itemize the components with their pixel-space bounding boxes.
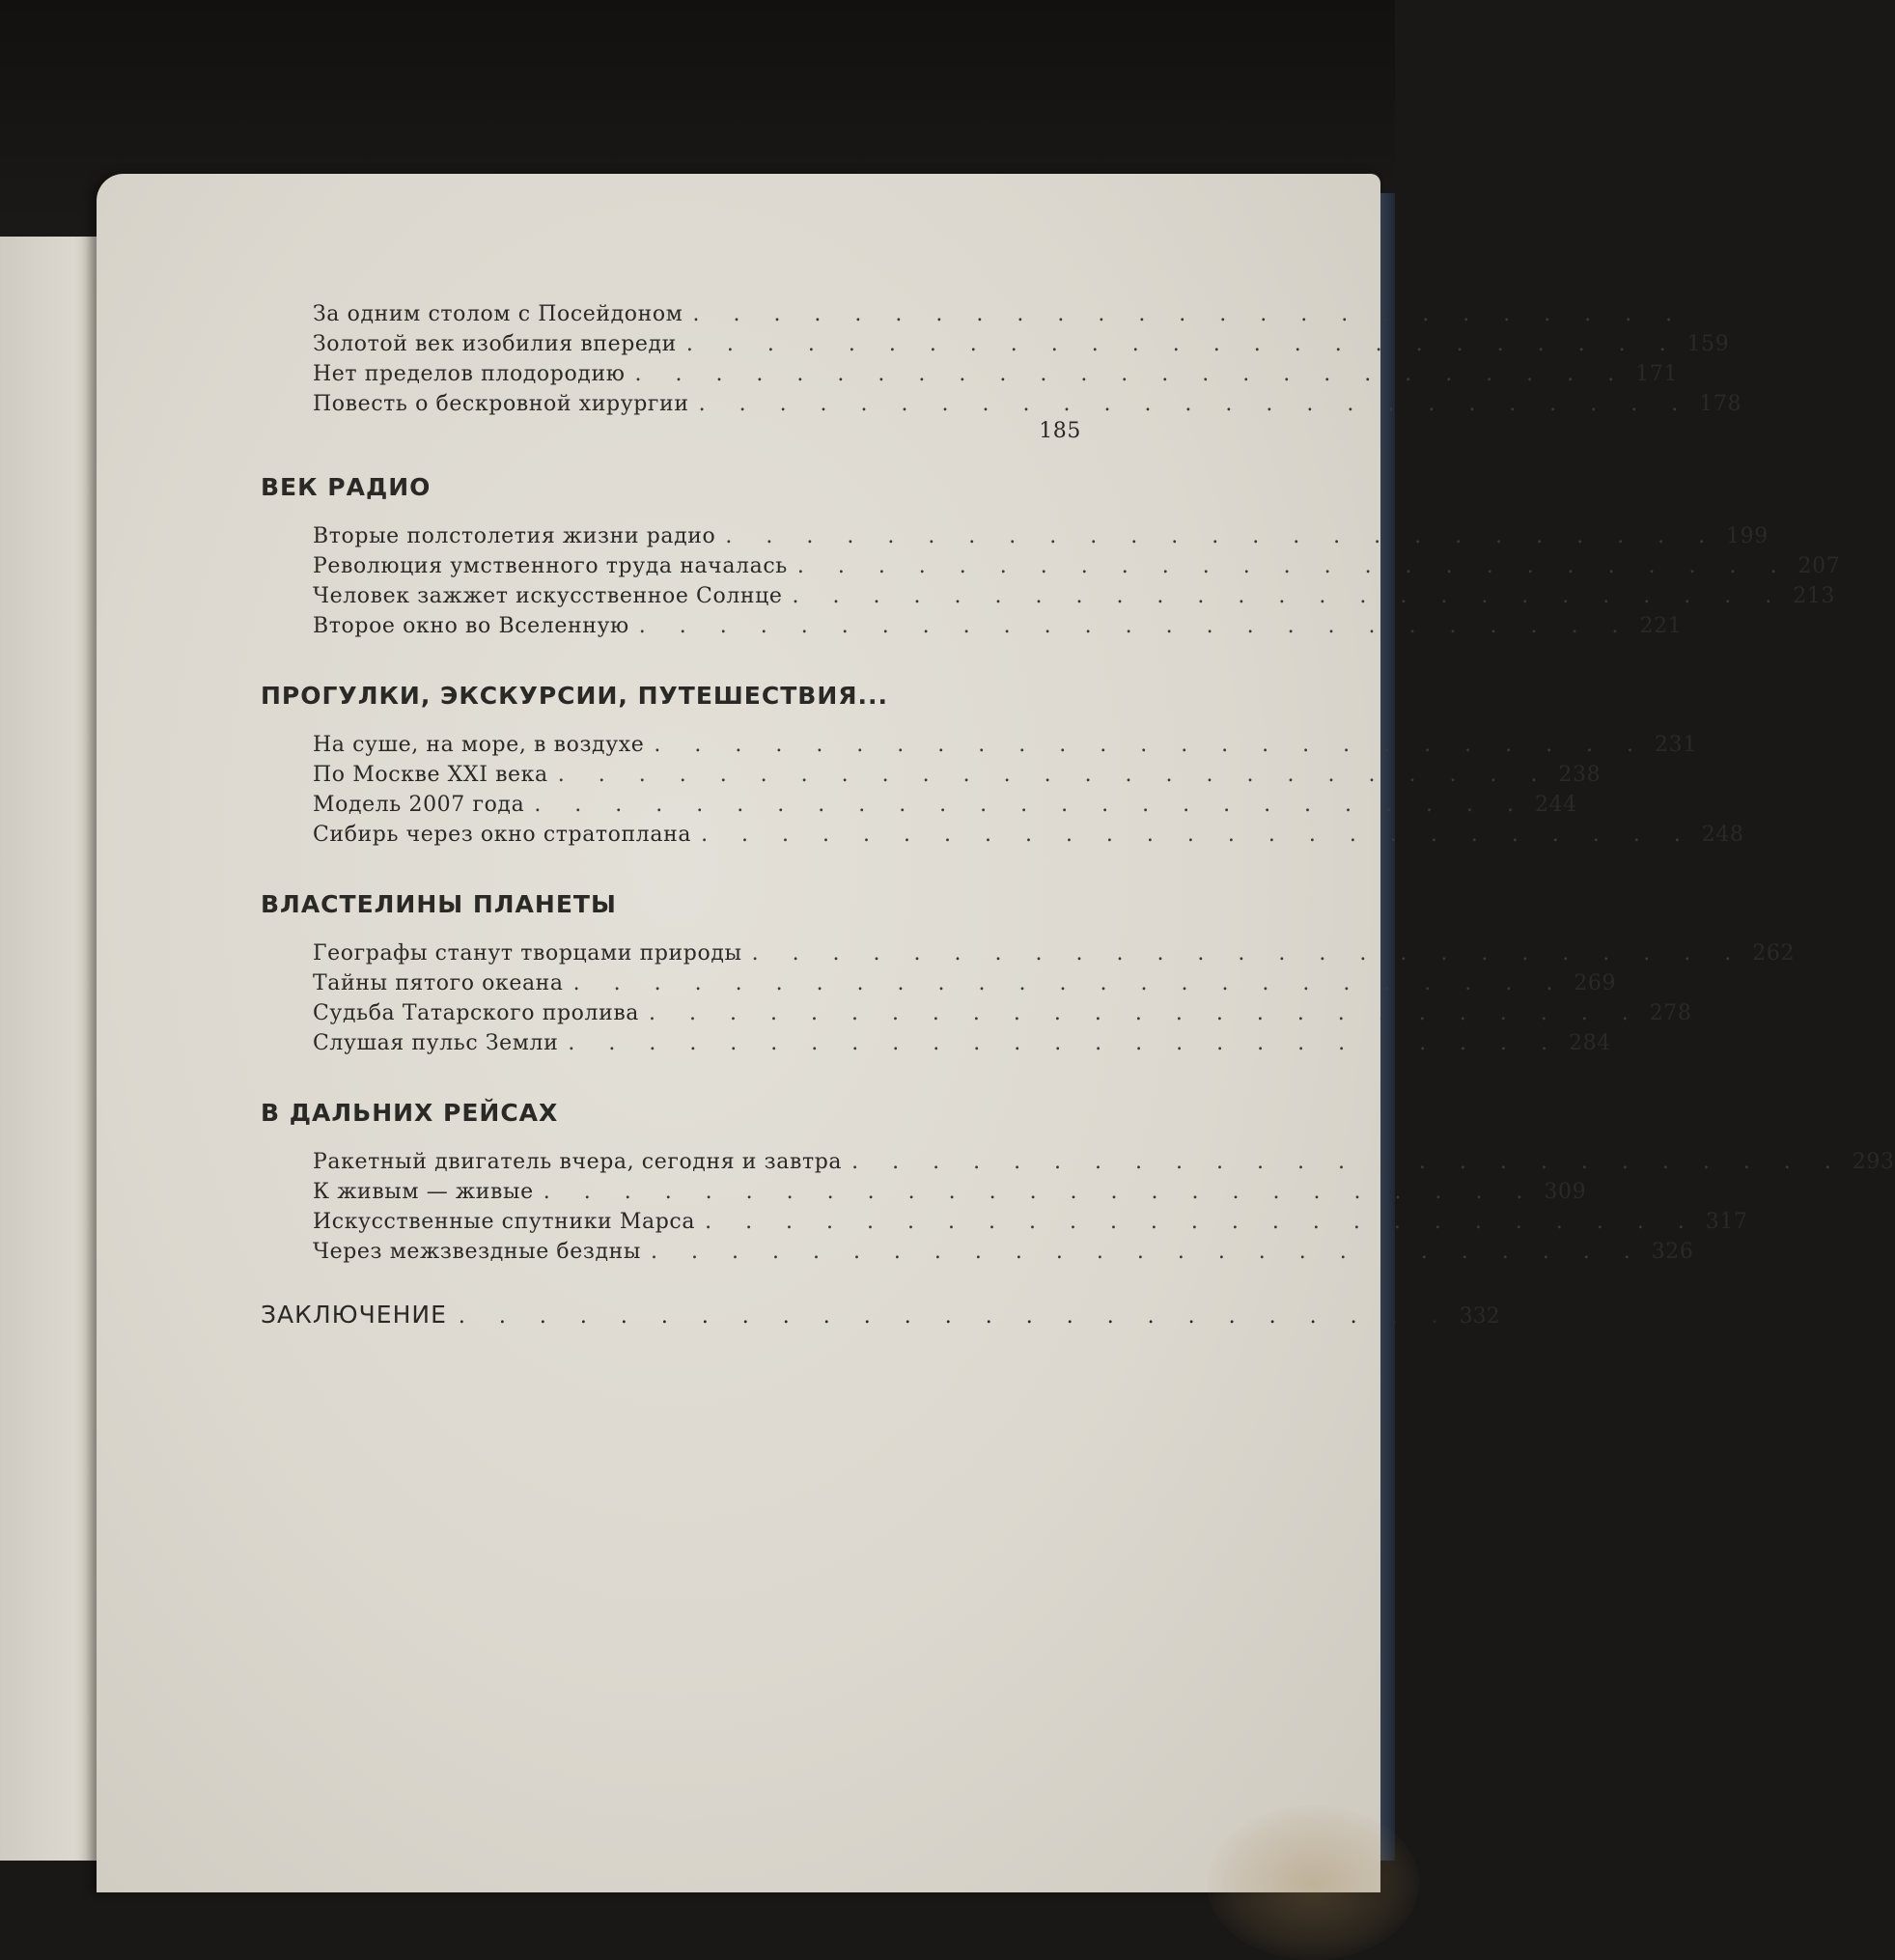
- toc-entry-page: 248: [1701, 823, 1744, 847]
- toc-leader-dots: . . . . . . . . . . . . . . . . . . . . . . . . .: [651, 1240, 1644, 1264]
- toc-entry-page: 244: [1534, 793, 1577, 817]
- section-entries: [313, 1147, 1895, 1267]
- toc-entry-page: 293: [1852, 1150, 1895, 1174]
- toc-entry-page: 159: [1686, 332, 1730, 356]
- toc-conclusion: [261, 1298, 1500, 1332]
- toc-entry-page: 199: [1726, 524, 1769, 548]
- toc-entry-title: Модель 2007 года: [313, 793, 525, 817]
- toc-leader-dots: . . . . . . . . . . . . . . . . . . . . . . . . .: [851, 1150, 1845, 1174]
- section-title: ПРОГУЛКИ, ЭКСКУРСИИ, ПУТЕШЕСТВИЯ...: [261, 682, 888, 710]
- toc-entry: [313, 359, 1678, 389]
- toc-entry: [313, 329, 1730, 359]
- toc-leader-dots: . . . . . . . . . . . . . . . . . . . . . . . . .: [638, 614, 1632, 638]
- toc-entry: [313, 998, 1692, 1028]
- toc-entry-title: Вторые полстолетия жизни радио: [313, 524, 716, 548]
- toc-entry: [313, 1177, 1587, 1207]
- toc-leader-dots: . . . . . . . . . . . . . . . . . . . . . . . . .: [692, 302, 1686, 326]
- toc-entry-page: 317: [1705, 1210, 1748, 1234]
- toc-entry-title: Географы станут творцами природы: [313, 941, 742, 966]
- toc-entry-title: Тайны пятого океана: [313, 971, 564, 995]
- toc-entry-title: Второе окно во Вселенную: [313, 614, 629, 638]
- toc-entry-page: 269: [1574, 971, 1617, 995]
- toc-leader-dots: . . . . . . . . . . . . . . . . . . . . . . . . .: [701, 823, 1694, 847]
- toc-first-group: [313, 299, 1742, 444]
- toc-entry: [313, 968, 1617, 998]
- toc-entry-title: Слушая пульс Земли: [313, 1031, 559, 1055]
- toc-leader-dots: [322, 419, 1025, 444]
- toc-entry-title: За одним столом с Посейдоном: [313, 302, 683, 326]
- toc-entry: [313, 299, 1686, 329]
- toc-entry: [313, 938, 1796, 968]
- toc-entry-title: Золотой век изобилия впереди: [313, 332, 677, 356]
- toc-entry-title: Человек зажжет искусственное Солнце: [313, 584, 783, 608]
- toc-entry-page: 284: [1569, 1031, 1611, 1055]
- toc-entry-page: 221: [1639, 614, 1683, 638]
- toc-leader-dots: . . . . . . . . . . . . . . . . . . . . . . . . .: [796, 554, 1791, 578]
- toc-entry: [313, 820, 1744, 850]
- toc-entry: [313, 1028, 1611, 1058]
- toc-leader-dots: . . . . . . . . . . . . . . . . . . . . . . . . .: [543, 1180, 1537, 1204]
- section-entries: [313, 938, 1796, 1058]
- toc-entry-page: 326: [1651, 1240, 1694, 1264]
- toc-leader-dots: . . . . . . . . . . . . . . . . . . . . . . . . .: [685, 332, 1680, 356]
- toc-entry: [313, 730, 1697, 760]
- toc-entry-page: 231: [1655, 733, 1697, 757]
- toc-leader-dots: . . . . . . . . . . . . . . . . . . . . . . . . .: [568, 1031, 1562, 1055]
- toc-leader-dots: . . . . . . . . . . . . . . . . . . . . . . . . .: [634, 362, 1629, 386]
- toc-entry-page: 278: [1649, 1001, 1692, 1025]
- section-entries: [313, 730, 1744, 850]
- page-stain: [1207, 1806, 1419, 1960]
- toc-entry: [313, 1207, 1748, 1237]
- toc-entry-page: 178: [1699, 392, 1742, 416]
- toc-leader-dots: . . . . . . . . . . . . . . . . . . . . . . . . .: [572, 971, 1567, 995]
- toc-entry: [313, 760, 1602, 790]
- toc-entry-title: Через межзвездные бездны: [313, 1240, 642, 1264]
- toc-entry-title: Искусственные спутники Марса: [313, 1210, 696, 1234]
- section-title: ВЕК РАДИО: [261, 473, 432, 501]
- toc-leader-dots: . . . . . . . . . . . . . . . . . . . . . . . . .: [751, 941, 1745, 966]
- toc-entry: [313, 419, 1081, 444]
- toc-entry: [313, 1237, 1694, 1267]
- toc-entry-page: 185: [1039, 419, 1081, 443]
- toc-entry-title: Судьба Татарского пролива: [313, 1001, 640, 1025]
- conclusion-title: ЗАКЛЮЧЕНИЕ: [261, 1301, 447, 1329]
- toc-entry-page: 171: [1635, 362, 1678, 386]
- toc-leader-dots: . . . . . . . . . . . . . . . . . . . . . . . . .: [458, 1304, 1452, 1329]
- toc-leader-dots: . . . . . . . . . . . . . . . . . . . . . . . . .: [725, 524, 1719, 548]
- toc-entry-page: 207: [1797, 554, 1841, 578]
- toc-entry: [313, 389, 1742, 419]
- toc-entry: [313, 790, 1577, 820]
- toc-entry-page: 213: [1793, 584, 1836, 608]
- toc-leader-dots: . . . . . . . . . . . . . . . . . . . . . . . . .: [698, 392, 1692, 416]
- toc-entry-title: Революция умственного труда началась: [313, 554, 788, 578]
- toc-entry: [313, 581, 1836, 611]
- toc-entry-title: Повесть о бескровной хирургии: [313, 392, 689, 416]
- toc-leader-dots: . . . . . . . . . . . . . . . . . . . . . . . . .: [705, 1210, 1698, 1234]
- toc-leader-dots: . . . . . . . . . . . . . . . . . . . . . . . . .: [557, 763, 1551, 787]
- toc-leader-dots: . . . . . . . . . . . . . . . . . . . . . . . . .: [534, 793, 1527, 817]
- toc-entry-page: 309: [1544, 1180, 1587, 1204]
- toc-leader-dots: . . . . . . . . . . . . . . . . . . . . . . . . .: [654, 733, 1648, 757]
- toc-entry-page: 238: [1558, 763, 1602, 787]
- toc-entry: [313, 551, 1841, 581]
- toc-entry-title: Ракетный двигатель вчера, сегодня и завтра: [313, 1150, 843, 1174]
- toc-entry-page: 262: [1752, 941, 1796, 966]
- toc-leader-dots: . . . . . . . . . . . . . . . . . . . . . . . . .: [649, 1001, 1642, 1025]
- toc-entry-title: На суше, на море, в воздухе: [313, 733, 645, 757]
- toc-entry-title: Нет пределов плодородию: [313, 362, 626, 386]
- section-title: В ДАЛЬНИХ РЕЙСАХ: [261, 1099, 559, 1127]
- conclusion-page: 332: [1459, 1304, 1500, 1329]
- table-of-contents: [261, 299, 1895, 1332]
- section-entries: [313, 521, 1841, 641]
- toc-entry-title: Сибирь через окно стратоплана: [313, 823, 692, 847]
- left-page-edge: [0, 237, 109, 1861]
- toc-entry: [313, 611, 1683, 641]
- toc-entry: [313, 1147, 1895, 1177]
- toc-entry-title: По Москве XXI века: [313, 763, 548, 787]
- toc-leader-dots: . . . . . . . . . . . . . . . . . . . . . . . . .: [792, 584, 1786, 608]
- toc-entry: [313, 521, 1769, 551]
- toc-entry-title: К живым — живые: [313, 1180, 534, 1204]
- section-title: ВЛАСТЕЛИНЫ ПЛАНЕТЫ: [261, 890, 617, 918]
